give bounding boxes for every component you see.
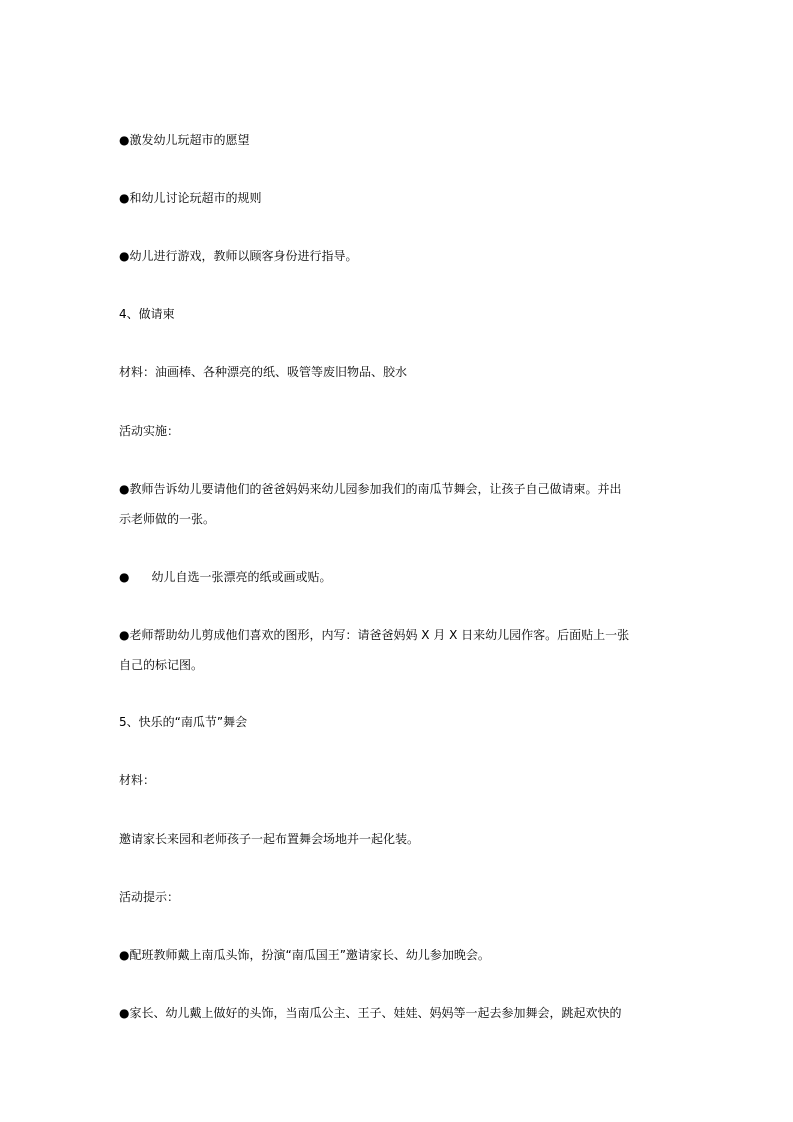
activity-implementation-label: 活动实施： — [119, 424, 180, 438]
paragraph-teacher-tells-line1: ●教师告诉幼儿要请他们的爸爸妈妈来幼儿园参加我们的南瓜节舞会，让孩子自己做请柬。并出 — [119, 482, 622, 496]
bullet-line-play-game: ●幼儿进行游戏，教师以顾客身份进行指导。 — [119, 249, 358, 263]
paragraph-teacher-helps-line1: ●老师帮助幼儿剪成他们喜欢的图形，内写：请爸爸妈妈 X 月 X 日来幼儿园作客。后面贴上一张 — [119, 628, 630, 642]
bullet-line-choose-paper — [119, 562, 679, 592]
bullet-marker: ● — [119, 570, 130, 584]
bullet-line-supermarket-rules: ●和幼儿讨论玩超市的规则 — [119, 191, 262, 205]
materials-line-invitation: 材料：油画棒、各种漂亮的纸、吸管等废旧物品、胶水 — [119, 365, 408, 379]
paragraph-invite-parents: 邀请家长来园和老师孩子一起布置舞会场地并一起化装。 — [119, 832, 420, 846]
paragraph-teacher-tells-line2: 示老师做的一张。 — [119, 512, 216, 526]
materials-label: 材料： — [119, 773, 156, 787]
paragraph-teacher-helps-line2: 自己的标记图。 — [119, 658, 204, 672]
section-heading-invitation: 4、做请柬 — [119, 307, 175, 321]
bullet-line-pumpkin-king: ●配班教师戴上南瓜头饰，扮演“南瓜国王”邀请家长、幼儿参加晚会。 — [119, 948, 490, 962]
bullet-text: 幼儿自选一张漂亮的纸或画或贴。 — [151, 570, 332, 584]
activity-tips-label: 活动提示： — [119, 890, 180, 904]
bullet-line-parents-children-dance: ●家长、幼儿戴上做好的头饰，当南瓜公主、王子、娃娃、妈妈等一起去参加舞会，跳起欢快的 — [119, 1006, 622, 1020]
bullet-line-supermarket-wish: ●激发幼儿玩超市的愿望 — [119, 133, 250, 147]
section-heading-pumpkin-ball: 5、快乐的“南瓜节”舞会 — [119, 715, 248, 729]
